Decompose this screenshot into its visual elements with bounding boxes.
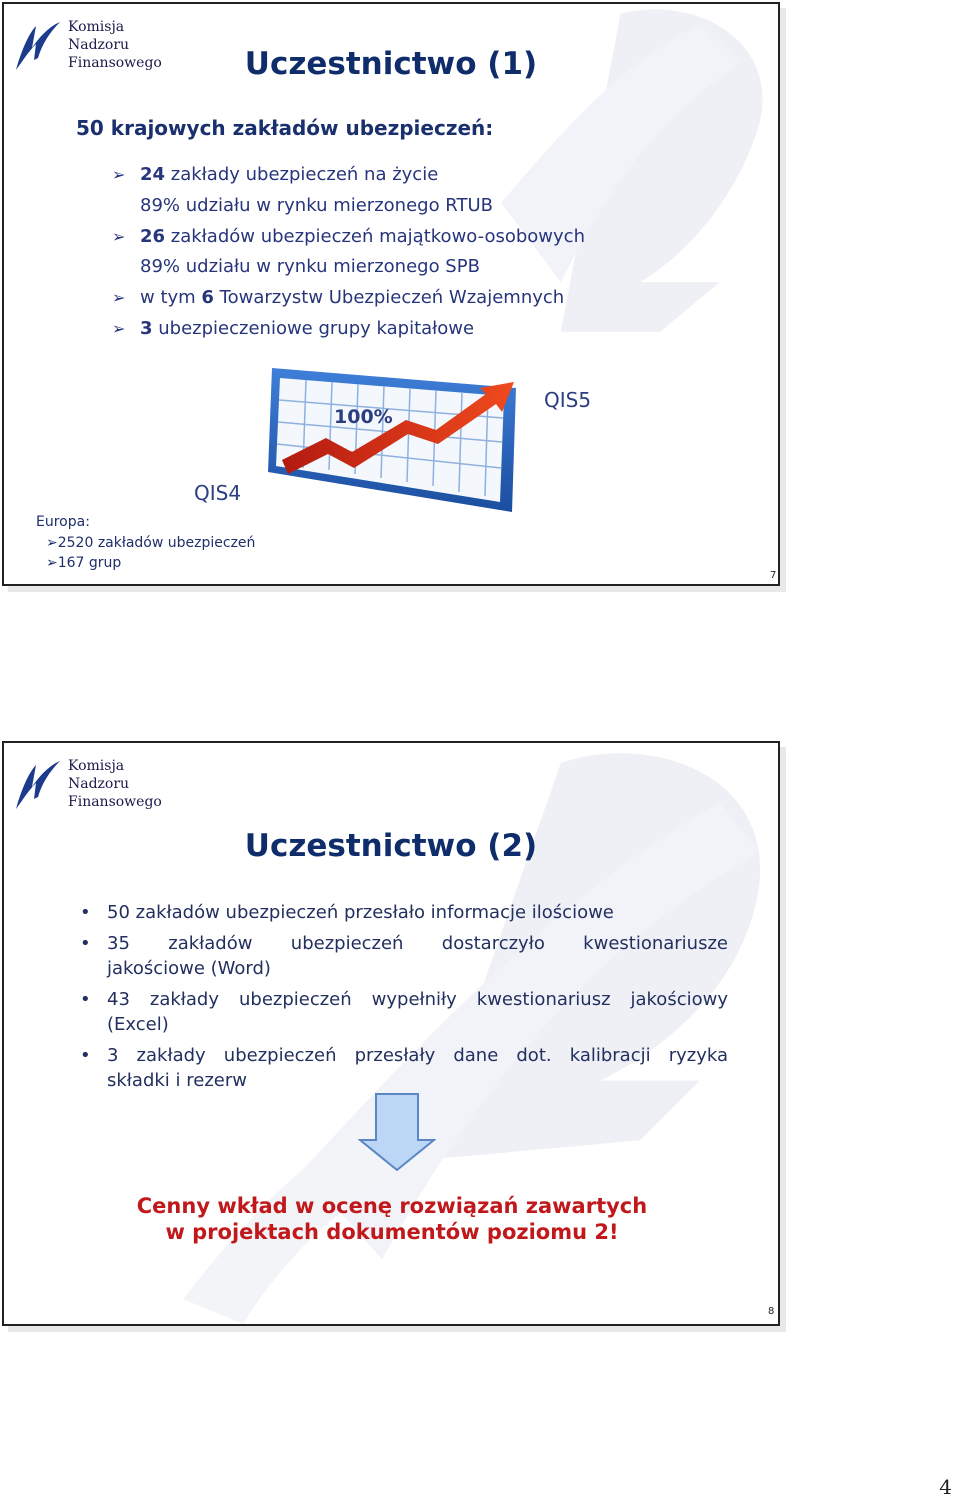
list-item: • 50 zakładów ubezpieczeń przesłało informacje ilościowe: [80, 902, 614, 923]
arrow-bullet-icon: ➢: [46, 534, 58, 551]
list-item: • 3 zakłady ubezpieczeń przesłały dane dot. kalibracji ryzyka składki i rezerw: [80, 1045, 728, 1091]
list-item: • 35 zakładów ubezpieczeń dostarczyło kwestionariusze jakościowe (Word): [80, 933, 728, 979]
logo-line-1: Komisja: [68, 758, 125, 774]
arrow-bullet-icon: ➢: [112, 165, 126, 184]
list-item: 89% udziału w rynku mierzonego RTUB: [140, 194, 494, 216]
page-title: Uczestnictwo (1): [244, 46, 538, 82]
slide-shadow: [8, 586, 786, 592]
europa-label: Europa:: [36, 514, 90, 530]
logo-knf: [12, 757, 162, 817]
conclusion-text: [2, 1193, 782, 1245]
bullet-dot-icon: •: [80, 902, 91, 923]
growth-chart-icon: [266, 364, 526, 514]
bullet-dot-icon: •: [80, 933, 91, 954]
arrow-bullet-icon: ➢: [112, 288, 126, 308]
logo-line-1: Komisja: [68, 19, 125, 35]
bullet-dot-icon: •: [80, 1045, 91, 1066]
chart-percentage-label: 100%: [334, 406, 393, 428]
list-item: 89% udziału w rynku mierzonego SPB: [140, 256, 480, 278]
slide-number: 7: [770, 570, 777, 581]
list-item: ➢ w tym 6 Towarzystw Ubezpieczeń Wzajemnych: [112, 283, 585, 314]
list-item: ➢2520 zakładów ubezpieczeń: [46, 534, 256, 551]
list-item: ➢ 26 zakładów ubezpieczeń majątkowo-osobowych: [112, 222, 585, 253]
bullet-list: [80, 900, 728, 1099]
slide-shadow: [8, 1326, 786, 1332]
logo-line-2: Nadzoru: [68, 37, 130, 53]
bullet-dot-icon: •: [80, 989, 91, 1010]
slide-1: [2, 2, 780, 586]
conclusion-line-1: Cenny wkład w ocenę rozwiązań zawartych: [136, 1194, 648, 1218]
qis4-label: QIS4: [194, 481, 242, 505]
knf-logo-icon: [12, 757, 64, 813]
arrow-bullet-icon: ➢: [112, 226, 126, 246]
page-number: 4: [939, 1475, 952, 1499]
slide-number: 8: [768, 1306, 775, 1317]
qis5-label: QIS5: [544, 388, 592, 412]
list-item: ➢167 grup: [46, 555, 122, 571]
section-heading: 50 krajowych zakładów ubezpieczeń:: [76, 116, 494, 140]
list-item: • 43 zakłady ubezpieczeń wypełniły kwestionariusz jakościowy (Excel): [80, 989, 728, 1035]
page-title: Uczestnictwo (2): [244, 828, 538, 864]
bullet-list: [112, 160, 585, 345]
conclusion-line-2: w projektach dokumentów poziomu 2!: [165, 1220, 619, 1244]
europa-summary: [36, 512, 255, 574]
logo-line-3: Finansowego: [68, 794, 162, 810]
logo-line-2: Nadzoru: [68, 776, 130, 792]
logo-line-3: Finansowego: [68, 55, 162, 71]
list-item: ➢ 3 ubezpieczeniowe grupy kapitałowe: [112, 314, 585, 345]
down-arrow-icon: [358, 1092, 436, 1172]
slide-shadow: [780, 8, 786, 592]
arrow-bullet-icon: ➢: [112, 318, 126, 338]
arrow-bullet-icon: ➢: [46, 555, 58, 571]
list-item: ➢ 24 zakłady ubezpieczeń na życie: [112, 160, 585, 191]
